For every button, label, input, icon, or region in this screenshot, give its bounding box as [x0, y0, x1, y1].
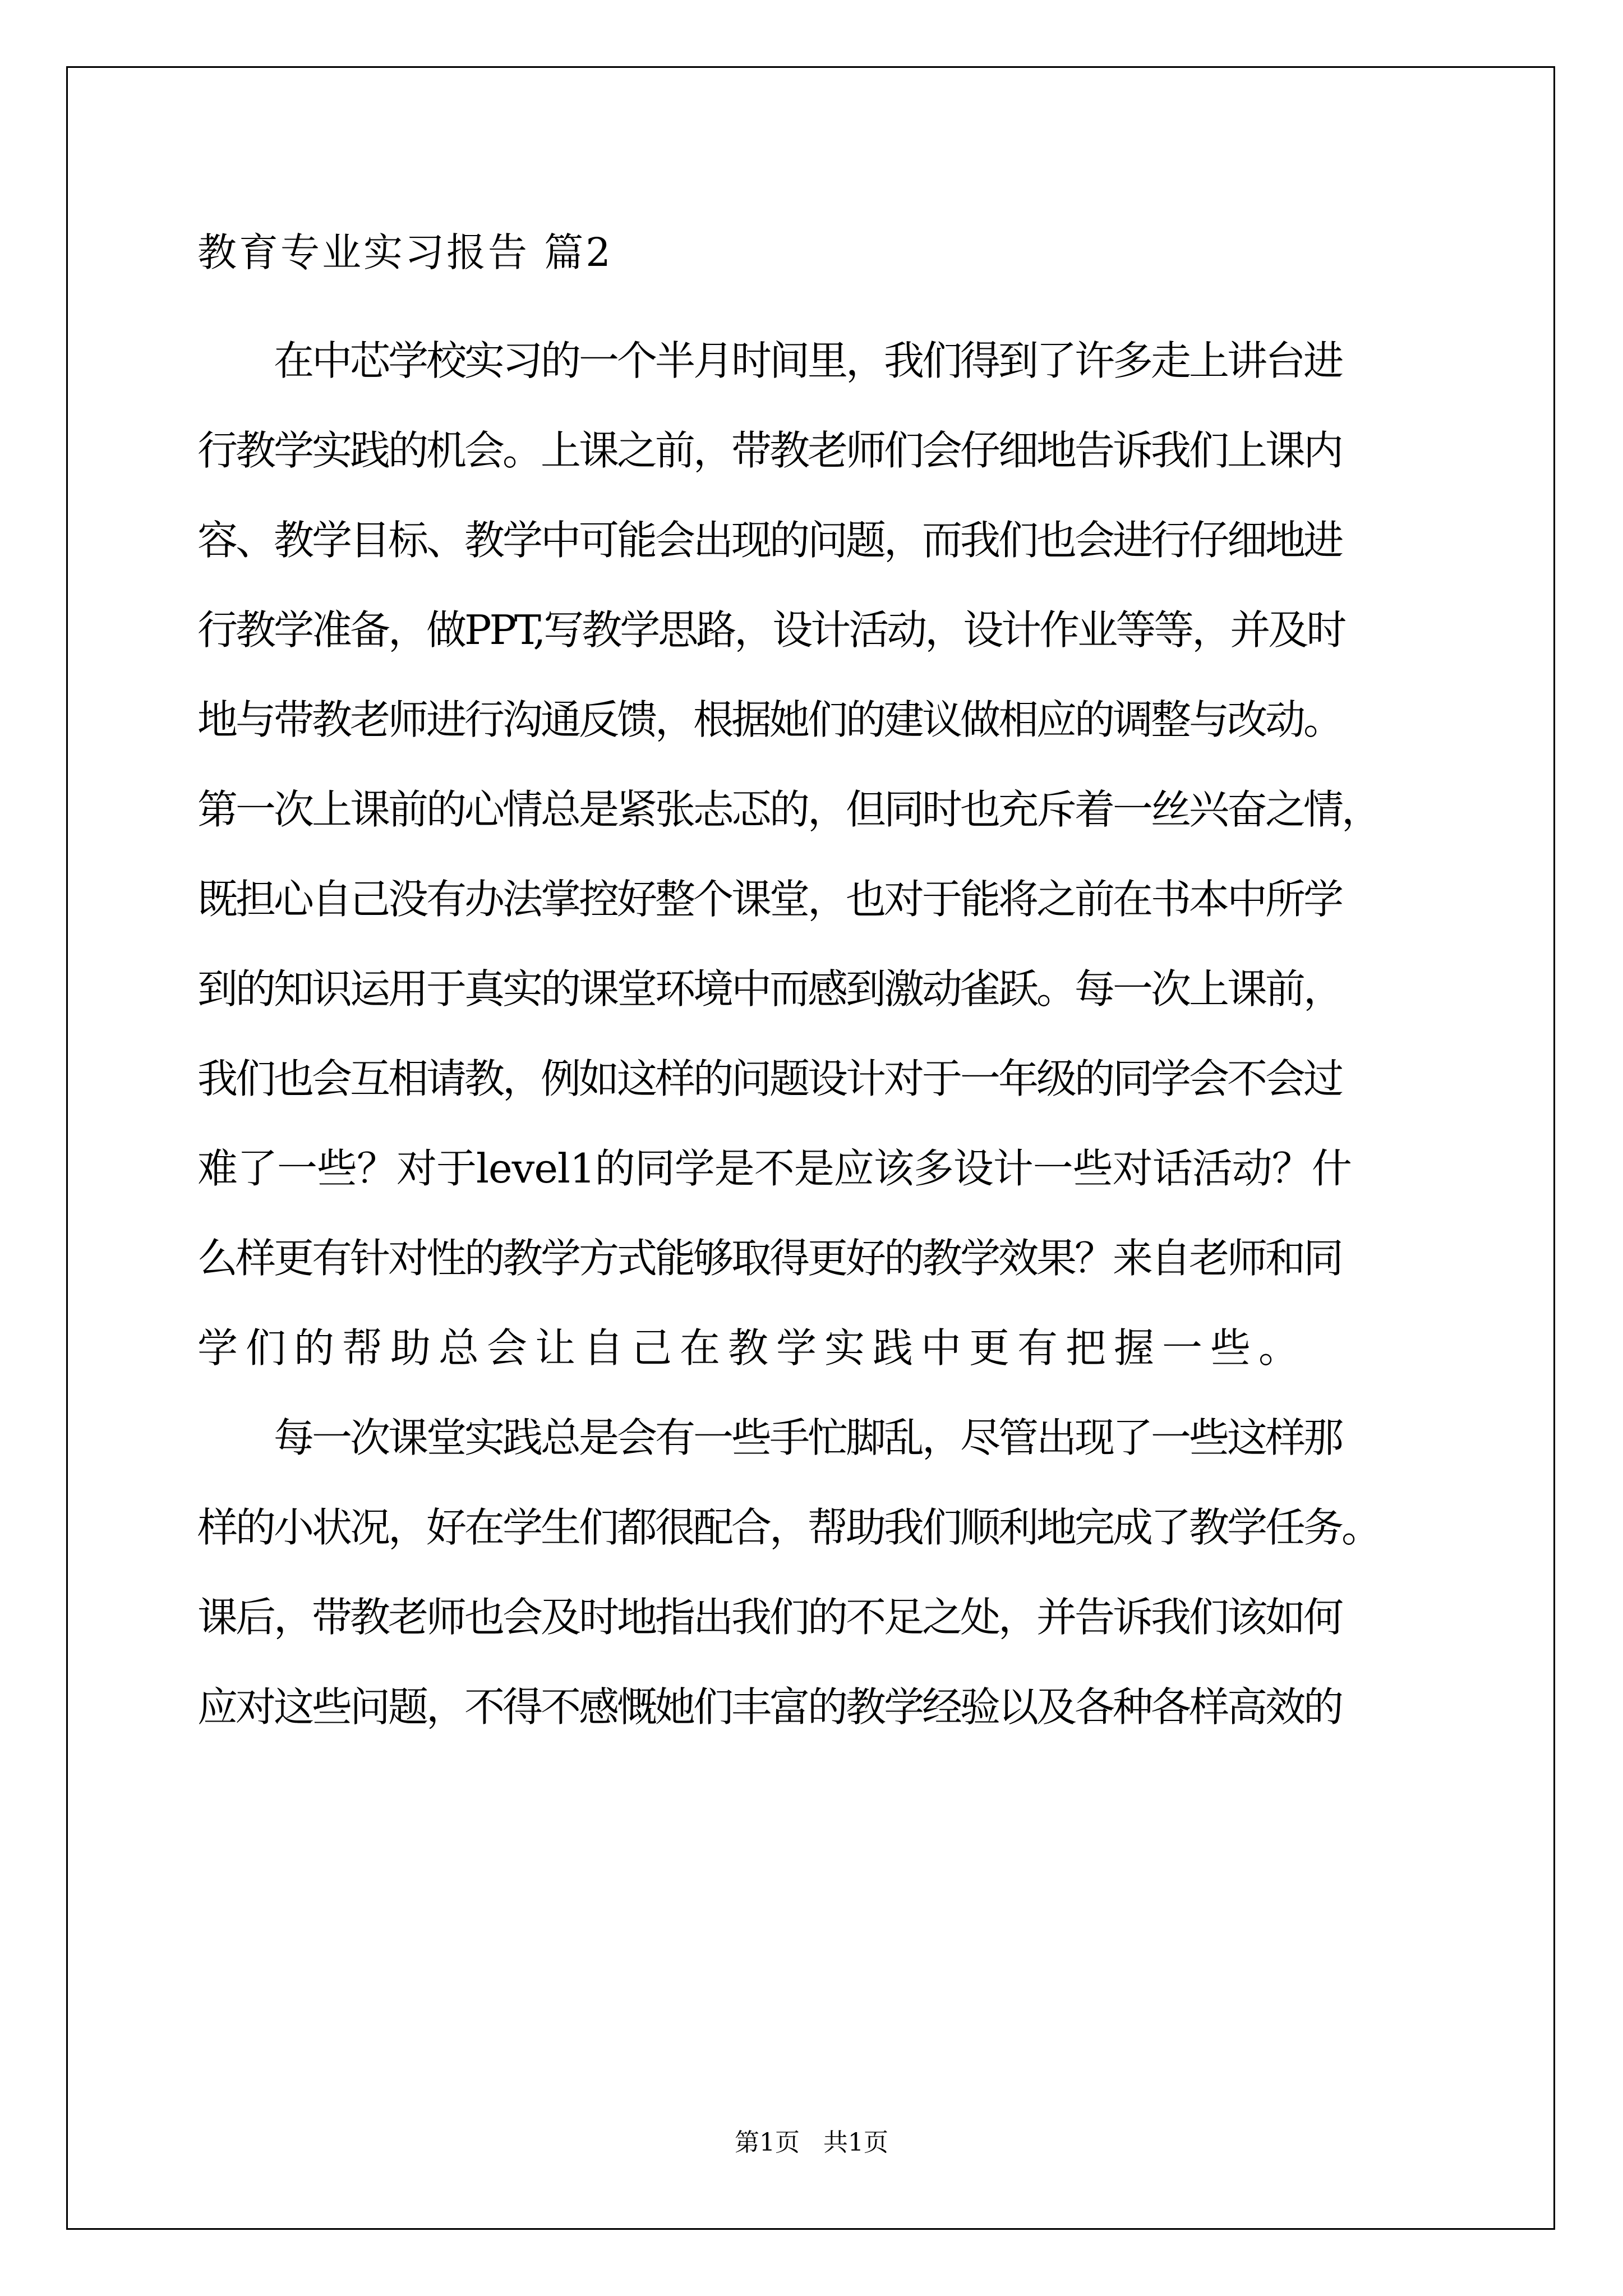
body-line: 第一次上课前的心情总是紧张忐忑的，但同时也充斥着一丝兴奋之情，	[197, 786, 1380, 833]
body-line: 学们的帮助总会让自己在教学实践中更有把握一些。	[197, 1324, 1307, 1372]
body-line: 到的知识运用于真实的课堂环境中而感到激动雀跃。每一次上课前，	[197, 965, 1342, 1013]
body-line: 行教学实践的机会。上课之前，带教老师们会仔细地告诉我们上课内	[197, 427, 1342, 474]
body-line: 地与带教老师进行沟通反馈，根据她们的建议做相应的调整与改动。	[197, 696, 1342, 743]
page-footer: 第1页 共1页	[735, 2128, 888, 2157]
body-line: 应对这些问题，不得不感慨她们丰富的教学经验以及各种各样高效的	[197, 1683, 1342, 1731]
body-line: 我们也会互相请教，例如这样的问题设计对于一年级的同学会不会过	[197, 1055, 1342, 1102]
body-line: 么样更有针对性的教学方式能够取得更好的教学效果？来自老师和同	[197, 1235, 1342, 1282]
body-line: 容、教学目标、教学中可能会出现的问题，而我们也会进行仔细地进	[197, 517, 1342, 564]
body-line: 既担心自己没有办法掌控好整个课堂，也对于能将之前在书本中所学	[197, 876, 1342, 923]
body-line: 难了一些？对于level1的同学是不是应该多设计一些对话活动？什	[197, 1145, 1352, 1192]
body-line: 每一次课堂实践总是会有一些手忙脚乱，尽管出现了一些这样那	[197, 1414, 1342, 1461]
document-heading: 教育专业实习报告 篇2	[197, 229, 613, 275]
body-line: 课后，带教老师也会及时地指出我们的不足之处，并告诉我们该如何	[197, 1594, 1342, 1641]
body-line: 样的小状况，好在学生们都很配合，帮助我们顺利地完成了教学任务。	[197, 1504, 1380, 1551]
body-line: 行教学准备，做PPT,写教学思路，设计活动，设计作业等等，并及时	[197, 606, 1345, 654]
body-line: 在中芯学校实习的一个半月时间里，我们得到了许多走上讲台进	[197, 337, 1342, 384]
